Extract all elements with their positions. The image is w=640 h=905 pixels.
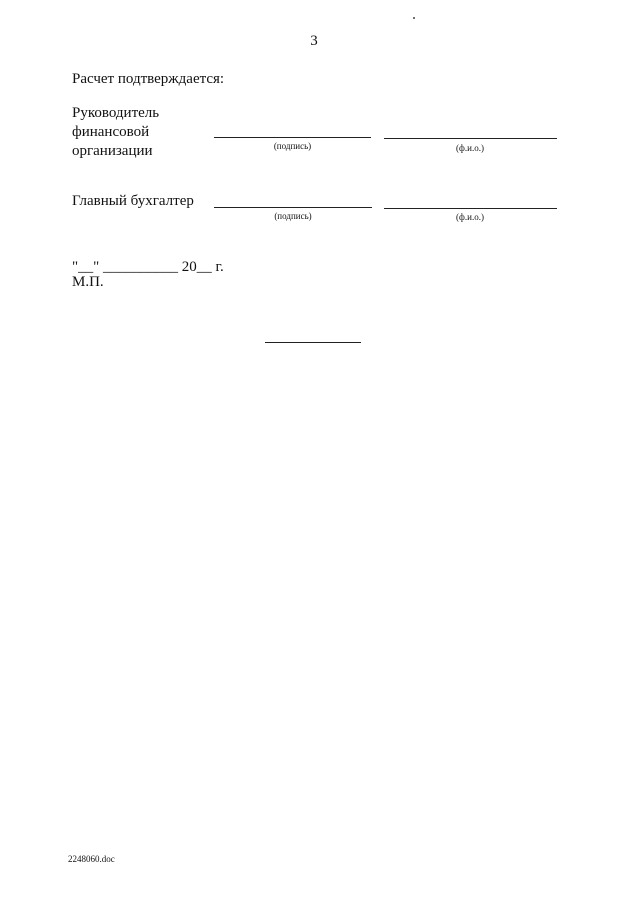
accountant-signature-caption: (подпись)	[274, 211, 312, 221]
accountant-signature-line	[214, 207, 372, 208]
accountant-name-caption: (ф.и.о.)	[456, 212, 484, 222]
head-signature-caption: (подпись)	[273, 141, 312, 151]
head-role-line-3: организации	[72, 143, 153, 159]
end-separator-line	[265, 342, 361, 343]
head-role-line-1: Руководитель	[72, 105, 160, 121]
confirmation-text: Расчет подтверждается:	[72, 71, 225, 87]
scan-speck	[413, 17, 415, 19]
stamp-label: М.П.	[72, 274, 104, 290]
accountant-role-label: Главный бухгалтер	[72, 193, 194, 209]
head-name-line	[384, 138, 557, 139]
page-number: 3	[310, 33, 318, 49]
head-signature-line	[214, 137, 371, 138]
date-template: "__" __________ 20__ г.	[72, 259, 224, 275]
head-name-caption: (ф.и.о.)	[456, 143, 484, 153]
accountant-name-line	[384, 208, 557, 209]
head-role-line-2: финансовой	[72, 124, 150, 140]
head-role-label	[72, 104, 159, 161]
footer-filename: 2248060.doc	[68, 854, 115, 864]
